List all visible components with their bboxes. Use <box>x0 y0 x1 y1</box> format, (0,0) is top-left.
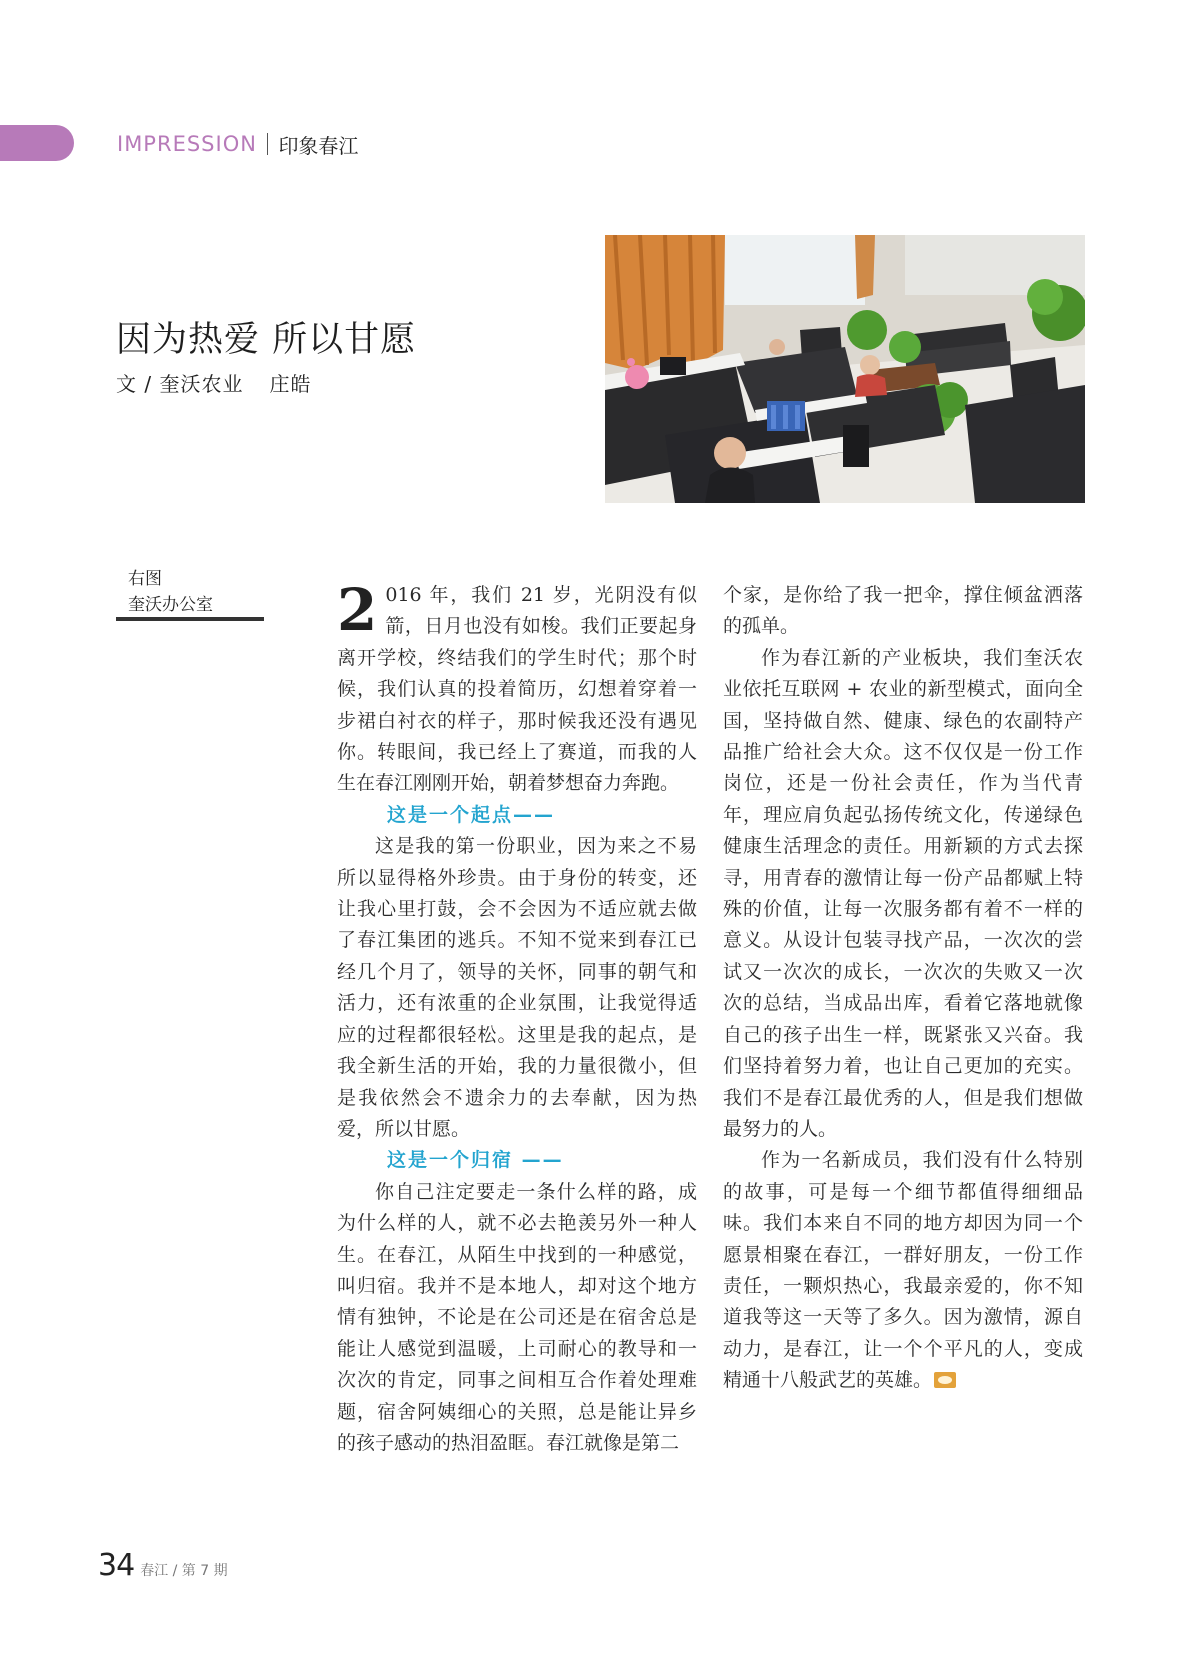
drop-cap: 2 <box>337 576 378 644</box>
byline-prefix: 文 / 奎沃农业 <box>116 372 244 396</box>
page-number: 34 <box>98 1548 135 1583</box>
subheading-home: 这是一个归宿 —— <box>387 1149 564 1172</box>
paragraph-5-text: 作为一名新成员，我们没有什么特别的故事，可是每一个细节都值得细细品味。我们本来自不同的地方却因为同一个愿景相聚在春江，一群好朋友，一份工作责任，一颗炽热心，我最亲爱的，你不知道我等这一天等了多久。因为激情，源自动力，是春江，让一个个平凡的人，变成精通十八般武艺的英雄。 <box>723 1149 1083 1392</box>
paragraph-2: 这是我的第一份职业，因为来之不易所以显得格外珍贵。由于身份的转变，还让我心里打鼓，会不会因为不适应就去做了春江集团的逃兵。不知不觉来到春江已经几个月了，领导的关怀，同事的朝气和活力，还有浓重的企业氛围，让我觉得适应的过程都很轻松。这里是我的起点，是我全新生活的开始，我的力量很微小，但是我依然会不遗余力的去奉献，因为热爱，所以甘愿。 <box>337 835 697 1140</box>
byline <box>116 368 311 397</box>
section-label-en: IMPRESSION <box>117 132 257 156</box>
article-title: 因为热爱 所以甘愿 <box>116 320 417 360</box>
page-footer <box>98 1548 228 1583</box>
paragraph-1-text: 016 年，我们 21 岁，光阴没有似箭，日月也没有如梭。我们正要起身离开学校，终结我们的学生时代；那个时候，我们认真的投着简历，幻想着穿着一步裙白衬衣的样子，那时候我还没有遇见你。转眼间，我已经上了赛道，而我的人生在春江刚刚开始，朝着梦想奋力奔跑。 <box>337 584 697 795</box>
section-divider <box>267 133 269 155</box>
issue-label: 春江 / 第 7 期 <box>140 1563 228 1579</box>
end-mark-icon <box>934 1372 956 1388</box>
paragraph-1 <box>337 576 697 800</box>
paragraph-3-continued: 个家，是你给了我一把伞，撑住倾盆洒落的孤单。 <box>723 584 1083 638</box>
photo-caption <box>128 566 213 618</box>
paragraph-3: 你自己注定要走一条什么样的路，成为什么样的人，就不必去艳羡另外一种人生。在春江，从陌生中找到的一种感觉，叫归宿。我并不是本地人，却对这个地方情有独钟，不论是在公司还是在宿舍总是能让人感觉到温暖，上司耐心的教导和一次次的肯定，同事之间相互合作着处理难题，宿舍阿姨细心的关照，总是能让异乡的孩子感动的热泪盈眶。春江就像是第二 <box>337 1180 697 1454</box>
paragraph-5 <box>723 1145 1083 1396</box>
section-label-cn: 印象春江 <box>278 133 359 158</box>
office-photo <box>605 235 1085 503</box>
section-tab-mark <box>0 125 74 161</box>
caption-line-1: 右图 <box>128 569 162 589</box>
byline-author: 庄皓 <box>269 372 312 396</box>
section-header <box>117 131 358 157</box>
caption-line-2: 奎沃办公室 <box>128 595 213 615</box>
caption-rule <box>116 617 264 621</box>
subheading-starting-point: 这是一个起点—— <box>387 803 556 826</box>
body-column-right <box>723 580 1083 1397</box>
body-column-left <box>337 576 697 1459</box>
paragraph-4: 作为春江新的产业板块，我们奎沃农业依托互联网 + 农业的新型模式，面向全国，坚持做自然、健康、绿色的农副特产品推广给社会大众。这不仅仅是一份工作岗位，还是一份社会责任，作为当代青年，理应肩负起弘扬传统文化，传递绿色健康生活理念的责任。用新颖的方式去探寻，用青春的激情让每一份产品都赋上特殊的价值，让每一次服务都有着不一样的意义。从设计包装寻找产品，一次次的尝试又一次次的成长，一次次的失败又一次次的总结，当成品出库，看着它落地就像自己的孩子出生一样，既紧张又兴奋。我们坚持着努力着，也让自己更加的充实。我们不是春江最优秀的人，但是我们想做最努力的人。 <box>723 646 1083 1140</box>
office-photo-illustration <box>605 235 1085 503</box>
